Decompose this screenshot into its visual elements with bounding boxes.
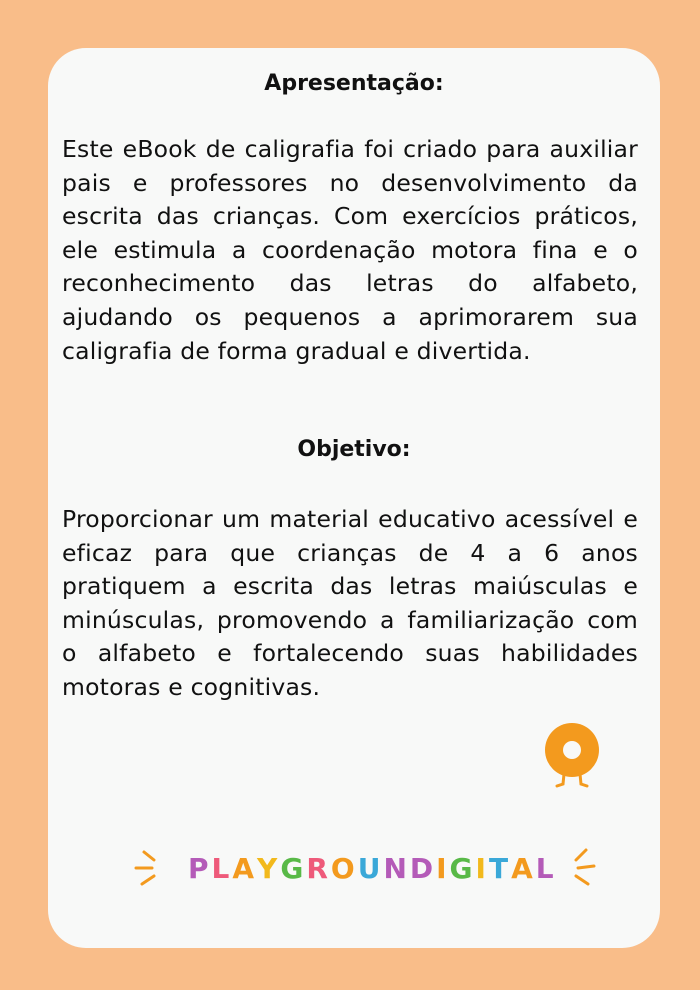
brand-letter: D bbox=[409, 851, 437, 885]
brand-letter: T bbox=[488, 851, 512, 885]
brand-logo bbox=[130, 846, 600, 890]
brand-letter: R bbox=[306, 851, 331, 885]
brand-letter: I bbox=[475, 851, 489, 885]
brand-letter: A bbox=[232, 851, 258, 885]
objective-text: Proporcionar um material educativo acessível e eficaz para que crianças de 4 a 6 anos pratiquem a escrita das letras maiúsculas e minúsculas, promovendo a familiarização com o alfabeto e fortalecendo suas habilidades motoras e cognitivas. bbox=[62, 505, 638, 701]
brand-letter: N bbox=[383, 851, 410, 885]
brand-letter: Y bbox=[257, 851, 281, 885]
brand-wordmark bbox=[188, 848, 557, 888]
brand-letter: L bbox=[535, 851, 557, 885]
brand-letter: P bbox=[188, 851, 212, 885]
brand-letter: A bbox=[511, 851, 536, 885]
brand-letter: I bbox=[436, 851, 450, 885]
objective-heading: Objetivo: bbox=[297, 437, 411, 462]
brand-letter: L bbox=[211, 851, 233, 885]
brand-letter: G bbox=[280, 851, 307, 885]
presentation-text: Este eBook de caligrafia foi criado para auxiliar pais e professores no desenvolvimento da escrita das crianças. Com exercícios práticos, ele estimula a coordenação motora fina e o reconhecimento das letras do alfabeto, ajudando os pequenos a aprimorarem sua caligrafia de forma gradual e divertida. bbox=[62, 135, 638, 365]
presentation-heading: Apresentação: bbox=[264, 71, 444, 96]
brand-letter: G bbox=[449, 851, 476, 885]
brand-letter: U bbox=[357, 851, 384, 885]
mascot-icon bbox=[542, 720, 606, 790]
brand-letter: O bbox=[330, 851, 358, 885]
content-card bbox=[48, 48, 660, 948]
sparkle-right-icon bbox=[560, 846, 600, 890]
sparkle-left-icon bbox=[130, 846, 170, 890]
